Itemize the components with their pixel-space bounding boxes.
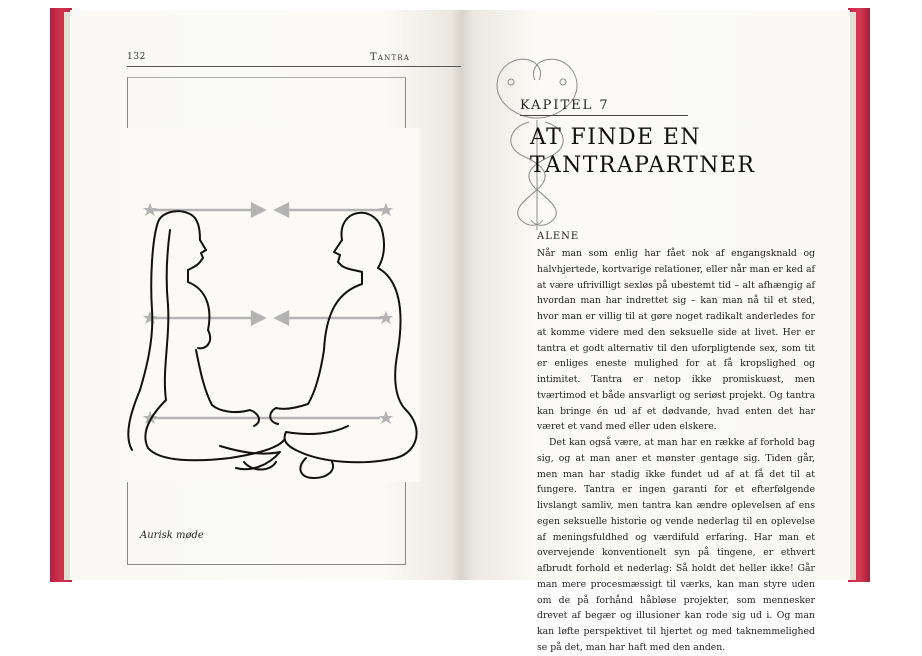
paragraph-1: Når man som enlig har fået nok af engangsknald og halvhjertede, kortvarige relationer, eller når man er ked af at være ufrivilligt sexløs på ubestemt tid – alt afhængig af hvordan man har indrettet sig – kan man nå til et sted, hvor man er villig til at gøre noget radikalt anderledes for at komme videre med den seksuelle side at livet. Her er tantra et godt alternativ til den uforpligtende sex, som tit er enliges eneste mulighed for at få kropslighed og intimitet. Tantra er netop ikke promiskuøst, men tværtimod et både ansvarligt og seriøst projekt. Og tantra kan bringe én ud af et dødvande, hvad enten det har været et vand med eller uden elskere. <box>537 248 815 433</box>
energy-arrows <box>150 204 390 418</box>
body-text <box>537 246 815 656</box>
running-head: Tantra <box>370 52 411 63</box>
chapter-title <box>530 124 755 180</box>
chapter-title-line-1: AT FINDE EN <box>530 125 701 150</box>
paragraph-2: Det kan også være, at man har en række af forhold bag sig, og at man aner et mønster gentage sig. Tiden går, men man har stadig ikke fundet ud af at få det til at fungere. Tantra er ingen garanti for et efterfølgende livslangt samliv, men tantra kan ændre oplevelsen af ens egen seksuelle historie og vende nederlag til en oplevelse af meningsfuldhed og værdifuld erfaring. Har man et overvejende konventionelt syn på tingene, er ethvert afbrudt forhold et nederlag: Så holdt det heller ikke! Går man mere procesmæssigt til værks, kan man styre uden om de på forhånd håbløse projekter, som mennesker drevet af begær og illusioner kan rode sig ud i. Og man kan løfte perspektivet til hjertet og med taknemmelighed se på det, man har haft med den anden. <box>537 437 815 653</box>
man-figure <box>270 213 416 478</box>
chapter-rule <box>520 115 688 116</box>
page-number: 132 <box>127 52 146 62</box>
illustration-caption: Aurisk møde <box>140 530 204 541</box>
woman-figure <box>128 211 284 469</box>
chapter-label: KAPITEL 7 <box>520 98 610 113</box>
right-page <box>462 10 850 653</box>
chakra-stars <box>143 203 393 424</box>
meditating-couple-illustration <box>100 200 440 490</box>
chapter-title-line-2: TANTRAPARTNER <box>530 153 756 178</box>
header-rule <box>127 66 461 67</box>
left-page <box>70 10 462 580</box>
section-heading: ALENE <box>537 231 580 242</box>
